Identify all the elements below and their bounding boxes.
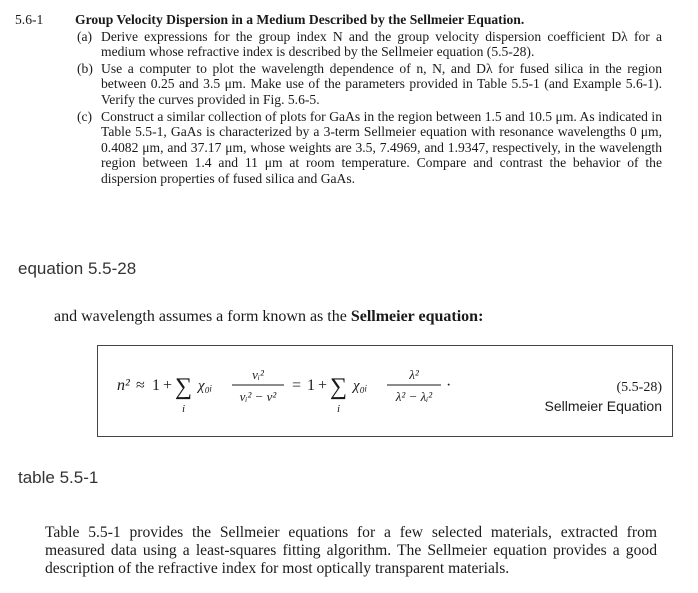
- intro-sentence: [54, 308, 483, 326]
- part-text: Construct a similar collection of plots for GaAs in the region between 1.5 and 10.5 μm. As indicated in Table 5.5-1, GaAs is characterized by a 3-term Sellmeier equation with resonance wavelengths 0 μm, 0.4082 μm, and 37.17 μm, whose weights are 3.5, 7.4969, and 1.9347, respectively, in the wavelength region between 1.4 and 11 μm at room temperature. Compare and contrast the behavior of the dispersion properties of fused silica and GaAs.: [101, 108, 662, 186]
- eq-weight-2: χ₀ᵢ: [353, 378, 368, 394]
- sellmeier-equation: [98, 346, 674, 438]
- part-label: (c): [77, 108, 93, 124]
- problem-part-a: [77, 29, 690, 60]
- eq-sum-2: ∑: [330, 374, 348, 400]
- eq-one-2: 1: [307, 377, 315, 394]
- problem-number: 5.6-1: [15, 12, 44, 27]
- problem-part-b: [77, 61, 690, 108]
- problem-title: Group Velocity Dispersion in a Medium Described by the Sellmeier Equation.: [75, 12, 525, 27]
- eq-frac2-denominator: λ² − λᵢ²: [395, 389, 433, 404]
- eq-frac1-numerator: νᵢ²: [252, 367, 264, 382]
- eq-sum-index-2: i: [337, 403, 341, 415]
- eq-equals: =: [292, 377, 302, 394]
- part-label: (b): [77, 60, 93, 76]
- eq-weight-1: χ₀ᵢ: [198, 378, 213, 394]
- problem-header: [15, 12, 690, 28]
- equation-box: [97, 345, 673, 437]
- eq-one: 1: [152, 377, 160, 394]
- intro-prefix: and wavelength assumes a form known as the: [54, 308, 351, 325]
- eq-dot: ·: [446, 377, 452, 394]
- part-label: (a): [77, 28, 93, 44]
- problem-part-c: [77, 109, 690, 187]
- eq-sum-1: ∑: [175, 374, 193, 400]
- equation-name: Sellmeier Equation: [544, 398, 662, 414]
- eq-plus-2: +: [318, 377, 328, 394]
- eq-lhs: n²: [117, 377, 130, 394]
- eq-frac2-numerator: λ²: [409, 367, 419, 382]
- part-text: Derive expressions for the group index N and the group velocity dispersion coefficient Dλ for a medium whose refractive index is described by the Sellmeier equation (5.5-28).: [101, 28, 662, 60]
- note-equation-label: equation 5.5-28: [18, 259, 137, 278]
- eq-plus: +: [163, 377, 173, 394]
- note-table-label: table 5.5-1: [18, 468, 99, 487]
- intro-bold-term: Sellmeier equation:: [350, 308, 484, 325]
- equation-number: (5.5-28): [616, 380, 662, 395]
- eq-frac1-denominator: νᵢ² − ν²: [239, 389, 277, 404]
- problem-block: [15, 12, 690, 187]
- eq-sum-index-1: i: [182, 403, 186, 415]
- part-text: Use a computer to plot the wavelength dependence of n, N, and Dλ for fused silica in the region between 0.25 and 3.5 μm. Make use of the parameters provided in Table 5.5-1 (and Example 5.6-1). Verify the curves provided in Fig. 5.6-5.: [101, 60, 662, 107]
- eq-approx: ≈: [136, 377, 145, 394]
- table-description: Table 5.5-1 provides the Sellmeier equations for a few selected materials, extracted from measured data using a least-squares fitting algorithm. The Sellmeier equation provides a good description of the refractive index for most optically transparent materials.: [45, 524, 657, 577]
